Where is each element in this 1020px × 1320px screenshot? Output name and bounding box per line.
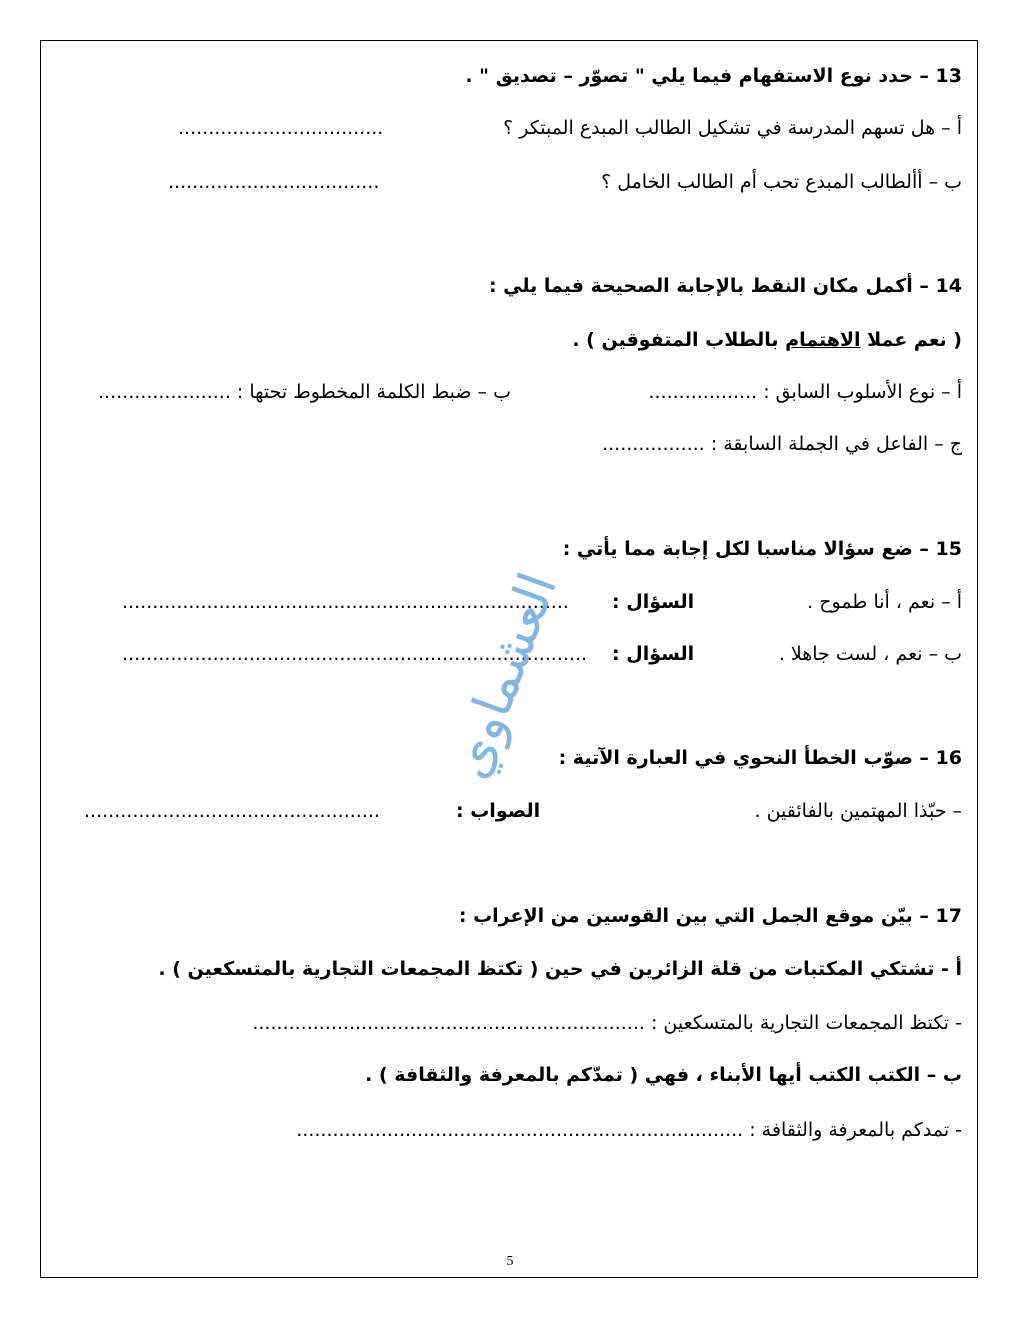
q16-sentence: – حبّذا المهتمين بالفائقين .	[754, 800, 962, 822]
q13-title: 13 – حدد نوع الاستفهام فيما يلي " تصوّر – تصديق " .	[465, 65, 962, 87]
q15-b-text: ب – نعم ، لست جاهلا .	[778, 643, 962, 665]
q17-a-sentence: أ - تشتكي المكتبات من قلة الزائرين في حين ( تكتظ المجمعات التجارية بالمتسكعين ) .	[158, 958, 962, 980]
q15-title: 15 – ضع سؤالا مناسبا لكل إجابة مما يأتي :	[562, 538, 962, 560]
watermark-text: العشماوي	[439, 565, 569, 787]
q15-a-answer-dots: ..........................................................................	[122, 591, 569, 613]
page-number: 5	[506, 1254, 514, 1269]
q13-b-answer-dots: ...................................	[168, 171, 380, 193]
q16-title: 16 – صوّب الخطأ النحوي في العبارة الآتية :	[558, 747, 962, 769]
q14-sentence-post: بالطلاب المتفوقين ) .	[572, 329, 786, 351]
q14-c: ج – الفاعل في الجملة السابقة : .................	[602, 433, 962, 455]
q16-answer-dots: .................................................	[84, 800, 380, 822]
q17-a-answer: - تكتظ المجمعات التجارية بالمتسكعين : .................................................................	[252, 1012, 962, 1034]
q15-b-label: السؤال :	[612, 643, 695, 665]
q17-b-sentence: ب – الكتب الكتب أيها الأبناء ، فهي ( تمدّكم بالمعرفة والثقافة ) .	[365, 1064, 962, 1086]
q13-a-text: أ – هل تسهم المدرسة في تشكيل الطالب المبدع المبتكر ؟	[503, 117, 962, 139]
q17-title: 17 – بيّن موقع الجمل التي بين القوسين من الإعراب :	[458, 905, 962, 927]
q14-underlined-word: الاهتمام	[785, 329, 861, 351]
q14-a: أ – نوع الأسلوب السابق : ..................	[648, 381, 962, 403]
q15-a-label: السؤال :	[612, 591, 695, 613]
q16-label: الصواب :	[456, 800, 541, 822]
q14-sentence-pre: ( نعم عملا	[860, 329, 962, 351]
q15-b-answer-dots: .............................................................................	[122, 643, 588, 665]
q17-b-answer: - تمدكم بالمعرفة والثقافة : ..........................................................................	[296, 1119, 962, 1141]
q13-b-text: ب – أألطالب المبدع تحب أم الطالب الخامل ؟	[601, 171, 962, 193]
q13-a-answer-dots: ..................................	[178, 117, 384, 139]
q14-sentence	[572, 326, 962, 354]
q14-b: ب – ضبط الكلمة المخطوط تحتها : ......................	[98, 381, 511, 403]
q15-a-text: أ – نعم ، أنا طموح .	[807, 591, 962, 613]
q14-title: 14 – أكمل مكان النقط بالإجابة الصحيحة فيما يلي :	[488, 275, 962, 297]
